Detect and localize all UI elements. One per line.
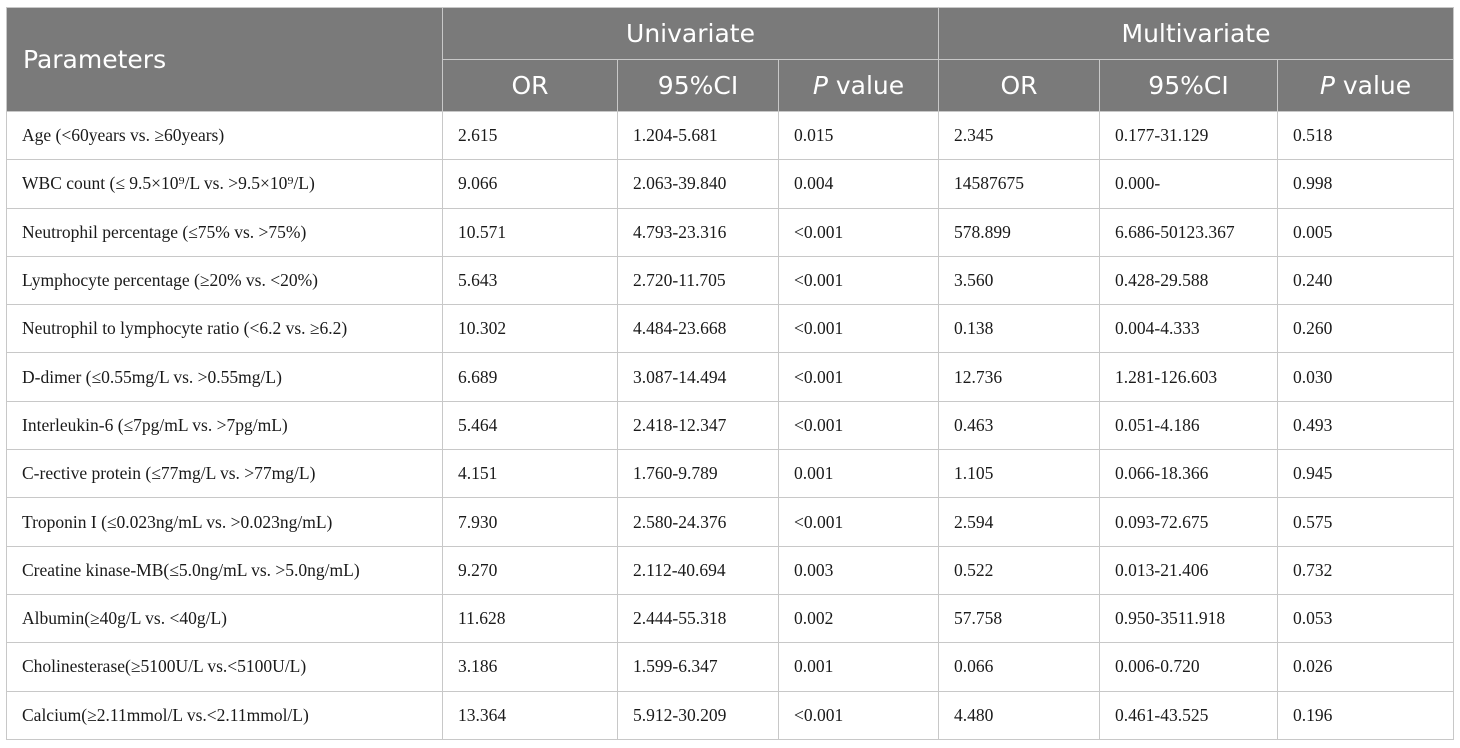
multivariate-p-cell: 0.030	[1278, 353, 1454, 401]
univariate-ci-cell: 4.484-23.668	[618, 305, 779, 353]
multivariate-ci-cell: 6.686-50123.367	[1100, 208, 1278, 256]
univariate-p-cell: <0.001	[779, 353, 939, 401]
univariate-or-cell: 5.643	[443, 256, 618, 304]
univariate-p-cell: 0.001	[779, 450, 939, 498]
parameter-cell: Creatine kinase-MB(≤5.0ng/mL vs. >5.0ng/mL)	[7, 546, 443, 594]
parameters-header: Parameters	[7, 8, 443, 112]
multivariate-p-cell: 0.026	[1278, 643, 1454, 691]
univariate-ci-cell: 2.112-40.694	[618, 546, 779, 594]
parameter-cell: Neutrophil to lymphocyte ratio (<6.2 vs. ≥6.2)	[7, 305, 443, 353]
univariate-ci-cell: 4.793-23.316	[618, 208, 779, 256]
multivariate-ci-cell: 0.066-18.366	[1100, 450, 1278, 498]
univariate-header: Univariate	[443, 8, 939, 60]
multivariate-or-cell: 578.899	[939, 208, 1100, 256]
multivariate-p-cell: 0.260	[1278, 305, 1454, 353]
multivariate-p-cell: 0.005	[1278, 208, 1454, 256]
multivariate-or-cell: 14587675	[939, 160, 1100, 208]
univariate-or-cell: 9.270	[443, 546, 618, 594]
univariate-or-cell: 2.615	[443, 112, 618, 160]
univariate-p-cell: <0.001	[779, 208, 939, 256]
multivariate-ci-cell: 0.177-31.129	[1100, 112, 1278, 160]
table-row	[7, 643, 1454, 691]
univariate-ci-cell: 5.912-30.209	[618, 691, 779, 739]
p-value-suffix: value	[827, 71, 905, 100]
parameter-cell: Neutrophil percentage (≤75% vs. >75%)	[7, 208, 443, 256]
multivariate-ci-cell: 0.004-4.333	[1100, 305, 1278, 353]
table-row	[7, 160, 1454, 208]
table-row	[7, 256, 1454, 304]
p-letter: P	[1319, 71, 1335, 100]
multivariate-p-cell: 0.945	[1278, 450, 1454, 498]
multivariate-or-cell: 2.594	[939, 498, 1100, 546]
multivariate-ci-cell: 0.950-3511.918	[1100, 594, 1278, 642]
table-row	[7, 353, 1454, 401]
regression-table	[6, 7, 1454, 740]
univariate-p-cell: 0.001	[779, 643, 939, 691]
univariate-ci-cell: 2.444-55.318	[618, 594, 779, 642]
univariate-ci-cell: 1.760-9.789	[618, 450, 779, 498]
multivariate-or-cell: 0.066	[939, 643, 1100, 691]
multivariate-or-cell: 12.736	[939, 353, 1100, 401]
table-header	[7, 8, 1454, 112]
parameter-cell: Troponin I (≤0.023ng/mL vs. >0.023ng/mL)	[7, 498, 443, 546]
multivariate-ci-cell: 0.006-0.720	[1100, 643, 1278, 691]
univariate-p-cell: <0.001	[779, 401, 939, 449]
multivariate-p-cell: 0.575	[1278, 498, 1454, 546]
univariate-or-cell: 3.186	[443, 643, 618, 691]
table-row	[7, 305, 1454, 353]
univariate-ci-cell: 2.580-24.376	[618, 498, 779, 546]
univariate-or-cell: 10.571	[443, 208, 618, 256]
multivariate-p-cell: 0.518	[1278, 112, 1454, 160]
multivariate-or-cell: 57.758	[939, 594, 1100, 642]
table-row	[7, 112, 1454, 160]
parameter-cell: C-rective protein (≤77mg/L vs. >77mg/L)	[7, 450, 443, 498]
univariate-ci-cell: 3.087-14.494	[618, 353, 779, 401]
multivariate-p-cell: 0.732	[1278, 546, 1454, 594]
univariate-p-cell: 0.002	[779, 594, 939, 642]
multivariate-ci-cell: 0.428-29.588	[1100, 256, 1278, 304]
univariate-ci-cell: 2.063-39.840	[618, 160, 779, 208]
univariate-or-cell: 7.930	[443, 498, 618, 546]
multivariate-p-cell: 0.493	[1278, 401, 1454, 449]
multivariate-or-cell: 2.345	[939, 112, 1100, 160]
univariate-ci-cell: 1.204-5.681	[618, 112, 779, 160]
table-row	[7, 691, 1454, 739]
univariate-or-cell: 6.689	[443, 353, 618, 401]
univariate-or-cell: 13.364	[443, 691, 618, 739]
multivariate-header: Multivariate	[939, 8, 1454, 60]
multivariate-or-header: OR	[939, 60, 1100, 112]
univariate-ci-cell: 2.720-11.705	[618, 256, 779, 304]
univariate-ci-cell: 2.418-12.347	[618, 401, 779, 449]
univariate-or-cell: 5.464	[443, 401, 618, 449]
table-row	[7, 594, 1454, 642]
univariate-p-cell: 0.004	[779, 160, 939, 208]
table-row	[7, 208, 1454, 256]
univariate-p-cell: <0.001	[779, 256, 939, 304]
univariate-p-cell: 0.015	[779, 112, 939, 160]
multivariate-or-cell: 0.463	[939, 401, 1100, 449]
table-row	[7, 401, 1454, 449]
multivariate-or-cell: 1.105	[939, 450, 1100, 498]
parameter-cell: Age (<60years vs. ≥60years)	[7, 112, 443, 160]
univariate-or-cell: 11.628	[443, 594, 618, 642]
multivariate-ci-cell: 0.013-21.406	[1100, 546, 1278, 594]
univariate-p-header	[779, 60, 939, 112]
parameter-cell: Interleukin-6 (≤7pg/mL vs. >7pg/mL)	[7, 401, 443, 449]
parameter-cell: WBC count (≤ 9.5×10⁹/L vs. >9.5×10⁹/L)	[7, 160, 443, 208]
univariate-p-cell: <0.001	[779, 691, 939, 739]
multivariate-or-cell: 3.560	[939, 256, 1100, 304]
univariate-or-header: OR	[443, 60, 618, 112]
multivariate-ci-cell: 1.281-126.603	[1100, 353, 1278, 401]
univariate-or-cell: 10.302	[443, 305, 618, 353]
multivariate-ci-cell: 0.000-	[1100, 160, 1278, 208]
p-value-suffix: value	[1334, 71, 1412, 100]
multivariate-ci-cell: 0.461-43.525	[1100, 691, 1278, 739]
multivariate-or-cell: 0.138	[939, 305, 1100, 353]
parameter-cell: Albumin(≥40g/L vs. <40g/L)	[7, 594, 443, 642]
univariate-ci-header: 95%CI	[618, 60, 779, 112]
parameter-cell: Cholinesterase(≥5100U/L vs.<5100U/L)	[7, 643, 443, 691]
multivariate-p-header	[1278, 60, 1454, 112]
parameter-cell: D-dimer (≤0.55mg/L vs. >0.55mg/L)	[7, 353, 443, 401]
p-letter: P	[812, 71, 828, 100]
multivariate-or-cell: 4.480	[939, 691, 1100, 739]
univariate-or-cell: 4.151	[443, 450, 618, 498]
univariate-ci-cell: 1.599-6.347	[618, 643, 779, 691]
table-row	[7, 498, 1454, 546]
table-body	[7, 112, 1454, 740]
multivariate-ci-cell: 0.051-4.186	[1100, 401, 1278, 449]
univariate-p-cell: <0.001	[779, 498, 939, 546]
multivariate-or-cell: 0.522	[939, 546, 1100, 594]
parameter-cell: Calcium(≥2.11mmol/L vs.<2.11mmol/L)	[7, 691, 443, 739]
table-row	[7, 546, 1454, 594]
univariate-p-cell: <0.001	[779, 305, 939, 353]
parameter-cell: Lymphocyte percentage (≥20% vs. <20%)	[7, 256, 443, 304]
multivariate-p-cell: 0.196	[1278, 691, 1454, 739]
univariate-p-cell: 0.003	[779, 546, 939, 594]
table-row	[7, 450, 1454, 498]
multivariate-p-cell: 0.053	[1278, 594, 1454, 642]
multivariate-ci-cell: 0.093-72.675	[1100, 498, 1278, 546]
multivariate-ci-header: 95%CI	[1100, 60, 1278, 112]
univariate-or-cell: 9.066	[443, 160, 618, 208]
multivariate-p-cell: 0.240	[1278, 256, 1454, 304]
multivariate-p-cell: 0.998	[1278, 160, 1454, 208]
